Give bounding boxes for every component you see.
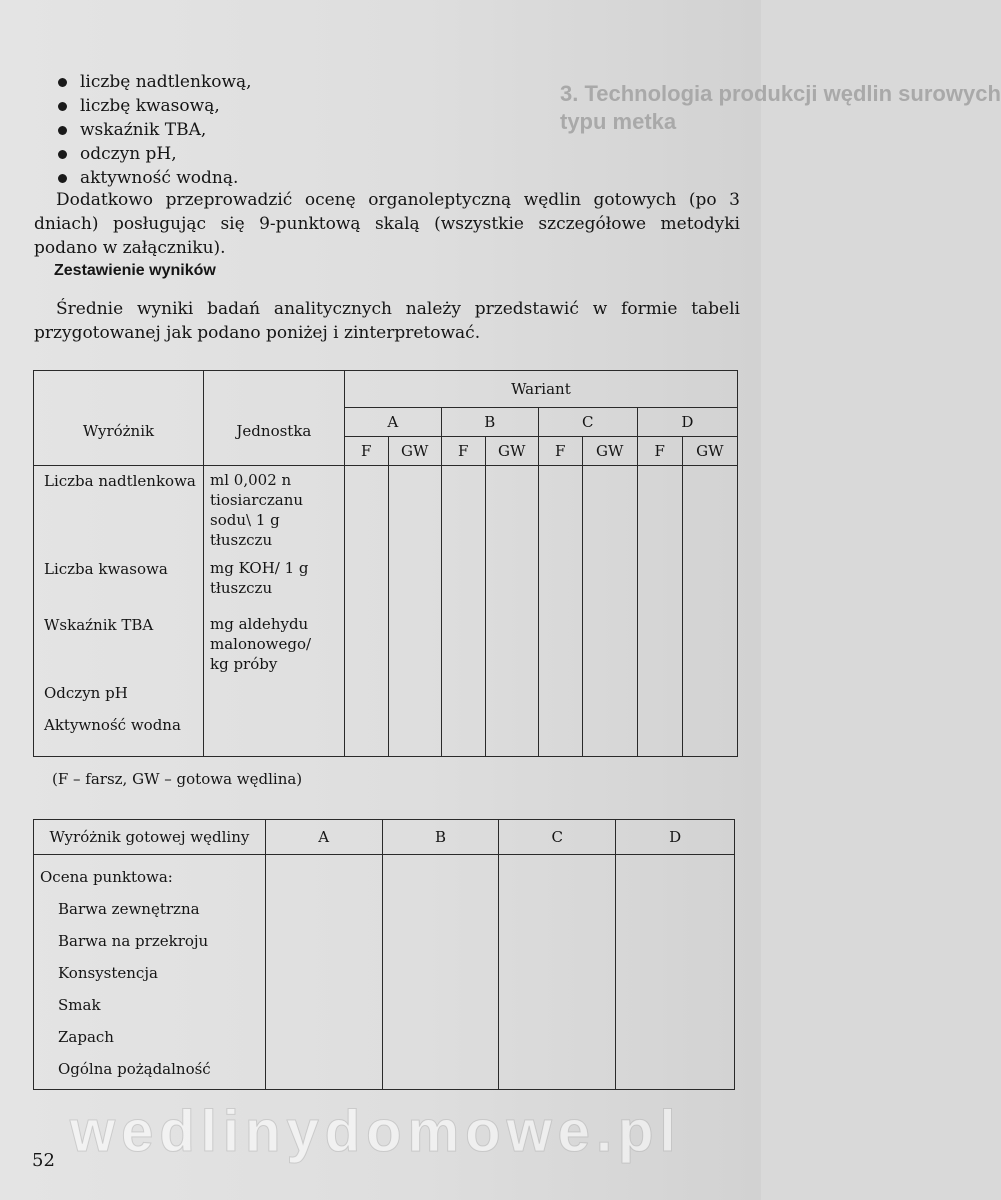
value-cell (265, 855, 382, 1090)
list-item: Smak (58, 996, 101, 1014)
feature-column (34, 855, 266, 1090)
list-item: aktywność wodną. (58, 166, 252, 190)
bleed-through-heading: 3. Technologia produkcji wędlin surowych typu metka (560, 81, 1001, 134)
sub-gw: GW (582, 437, 637, 466)
sub-f: F (441, 437, 485, 466)
value-cell (485, 466, 538, 757)
variant-b: B (382, 820, 499, 855)
variant-d: D (637, 408, 737, 437)
row-unit: ml 0,002 n tiosiarczanu sodu\ 1 g tłuszczu (210, 471, 304, 549)
header-variant: Wariant (344, 371, 737, 408)
row-label: Odczyn pH (44, 684, 128, 702)
row-unit: mg aldehydu malonowego/ kg próby (210, 615, 312, 673)
section-heading: Zestawienie wyników (54, 262, 216, 279)
bullet-list (58, 70, 252, 190)
value-cell (637, 466, 682, 757)
sensory-table (33, 819, 735, 1090)
list-item: Barwa zewnętrzna (58, 900, 200, 918)
unit-column (204, 466, 345, 757)
variant-a: A (344, 408, 441, 437)
row-label: Liczba kwasowa (44, 560, 168, 578)
value-cell (441, 466, 485, 757)
row-label: Wskaźnik TBA (44, 616, 154, 634)
variant-c: C (499, 820, 616, 855)
list-item: odczyn pH, (58, 142, 252, 166)
value-cell (382, 855, 499, 1090)
row-unit: mg KOH/ 1 g tłuszczu (210, 559, 309, 597)
list-item: Konsystencja (58, 964, 158, 982)
value-cell (616, 855, 735, 1090)
variant-a: A (265, 820, 382, 855)
variant-d: D (616, 820, 735, 855)
sub-f: F (538, 437, 582, 466)
sub-f: F (344, 437, 388, 466)
sub-gw: GW (682, 437, 737, 466)
value-cell (582, 466, 637, 757)
list-item: wskaźnik TBA, (58, 118, 252, 142)
results-table (33, 370, 738, 757)
sub-gw: GW (388, 437, 441, 466)
group-label: Ocena punktowa: (40, 868, 173, 886)
list-item: liczbę kwasową, (58, 94, 252, 118)
list-item: Ogólna pożądalność (58, 1060, 211, 1078)
value-cell (388, 466, 441, 757)
variant-c: C (538, 408, 637, 437)
list-item: Zapach (58, 1028, 114, 1046)
value-cell (344, 466, 388, 757)
header-feature: Wyróżnik (34, 371, 204, 466)
list-item: liczbę nadtlenkową, (58, 70, 252, 94)
header-feature: Wyróżnik gotowej wędliny (34, 820, 266, 855)
row-label: Aktywność wodna (44, 716, 181, 734)
value-cell (682, 466, 737, 757)
sub-gw: GW (485, 437, 538, 466)
row-label: Liczba nadtlenkowa (44, 472, 196, 490)
header-unit: Jednostka (204, 371, 345, 466)
sub-f: F (637, 437, 682, 466)
variant-b: B (441, 408, 538, 437)
watermark: wedlinydomowe.pl (70, 1099, 682, 1164)
feature-column (34, 466, 204, 757)
list-item: Barwa na przekroju (58, 932, 209, 950)
value-cell (538, 466, 582, 757)
value-cell (499, 855, 616, 1090)
table-legend: (F – farsz, GW – gotowa wędlina) (52, 770, 303, 788)
paragraph: Dodatkowo przeprowadzić ocenę organoleptyczną wędlin gotowych (po 3 dniach) posługując się 9-punktową skalą (wszystkie szczegółowe metodyki podano w załączniku). (34, 190, 740, 258)
paragraph: Średnie wyniki badań analitycznych należy przedstawić w formie tabeli przygotowanej jak podano poniżej i zinterpretować. (34, 299, 740, 343)
page-number: 52 (32, 1150, 55, 1171)
